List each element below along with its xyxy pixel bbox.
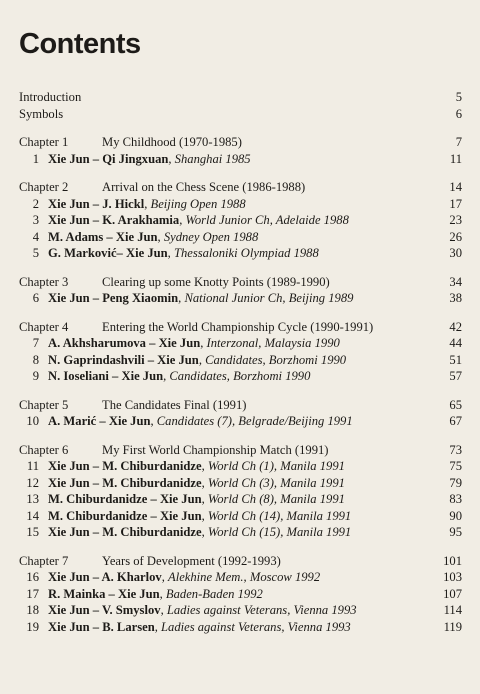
game-number: 8	[32, 352, 39, 367]
chapter-heading-text	[19, 553, 432, 570]
game-number: 9	[32, 369, 39, 383]
page-number: 114	[443, 603, 462, 617]
comma-separator: ,	[201, 459, 208, 473]
chapter-heading-text	[19, 319, 432, 336]
game-event: Interzonal, Malaysia 1990	[206, 336, 340, 350]
chapter-label: Chapter 4	[19, 319, 69, 334]
game-number: 12	[26, 475, 39, 490]
chapter-label: Chapter 1	[19, 135, 69, 149]
page-number: 51	[449, 352, 462, 367]
chapter-title: My First World Championship Match (1991)	[102, 442, 329, 457]
chapter-label: Chapter 3	[19, 274, 69, 289]
game-event: Baden-Baden 1992	[165, 586, 263, 601]
game-text	[48, 212, 432, 229]
section-gap	[19, 541, 462, 553]
game-entry[interactable]	[19, 475, 462, 492]
game-event: Candidates, Borzhomi 1990	[169, 369, 311, 383]
game-number: 17	[26, 586, 39, 601]
game-text	[48, 586, 432, 603]
game-number: 1	[32, 151, 39, 166]
page-number: 38	[449, 291, 462, 305]
comma-separator: ,	[198, 352, 206, 367]
page-number: 103	[443, 570, 462, 584]
game-players: Xie Jun – A. Kharlov	[48, 570, 162, 584]
game-players: N. Ioseliani – Xie Jun	[48, 369, 164, 383]
comma-separator: ,	[201, 525, 208, 539]
game-event: Alekhine Mem., Moscow 1992	[168, 570, 321, 584]
chapter-title: Clearing up some Knotty Points (1989-1990)	[102, 274, 330, 289]
table-of-contents	[19, 89, 462, 635]
comma-separator: ,	[163, 369, 170, 383]
game-text	[48, 196, 432, 213]
chapter-label: Chapter 2	[19, 180, 69, 194]
comma-separator: ,	[178, 291, 185, 305]
game-text	[48, 491, 432, 508]
chapter-heading-text	[19, 442, 432, 459]
comma-separator: ,	[161, 570, 169, 584]
page-number: 101	[443, 553, 462, 568]
comma-separator: ,	[201, 475, 208, 490]
game-number: 6	[32, 291, 39, 305]
game-text	[48, 602, 432, 619]
game-players: Xie Jun – K. Arakhamia	[48, 213, 180, 227]
page-number: 119	[443, 619, 462, 634]
page-number: 107	[443, 586, 462, 601]
game-entry[interactable]	[19, 196, 462, 213]
page-number: 7	[455, 135, 462, 149]
game-number: 11	[26, 459, 39, 473]
chapter-heading[interactable]	[19, 397, 462, 414]
game-players: M. Chiburdanidze – Xie Jun	[48, 492, 202, 506]
section-gap	[19, 430, 462, 442]
page-number: 30	[449, 246, 462, 260]
comma-separator: ,	[157, 229, 164, 244]
chapter-label: Chapter 7	[19, 553, 69, 568]
game-players: R. Mainka – Xie Jun	[48, 586, 160, 601]
game-event: Shanghai 1985	[174, 151, 251, 166]
game-entry[interactable]	[19, 290, 462, 307]
game-entry[interactable]	[19, 602, 462, 619]
chapter-label: Chapter 6	[19, 442, 69, 457]
game-players: M. Chiburdanidze – Xie Jun	[48, 508, 202, 523]
game-players: M. Adams – Xie Jun	[48, 229, 158, 244]
game-event: Candidates, Borzhomi 1990	[205, 352, 347, 367]
game-entry[interactable]	[19, 151, 462, 168]
section-gap	[19, 167, 462, 179]
page-number: 44	[449, 336, 462, 350]
game-event: World Junior Ch, Adelaide 1988	[185, 213, 349, 227]
chapter-label: Chapter 5	[19, 397, 69, 412]
game-event: Sydney Open 1988	[163, 229, 259, 244]
page-number: 83	[449, 492, 462, 506]
game-players: A. Marić – Xie Jun	[48, 414, 151, 428]
game-event: National Junior Ch, Beijing 1989	[184, 291, 354, 305]
page-number: 26	[449, 229, 462, 244]
page-number: 73	[449, 442, 462, 457]
comma-separator: ,	[200, 336, 207, 350]
comma-separator: ,	[159, 586, 166, 601]
game-text	[48, 524, 432, 541]
game-text	[48, 352, 432, 369]
game-entry[interactable]	[19, 491, 462, 508]
page-number: 23	[449, 213, 462, 227]
game-entry[interactable]	[19, 335, 462, 352]
chapter-heading-text	[19, 179, 432, 196]
game-text	[48, 151, 432, 168]
game-entry[interactable]	[19, 229, 462, 246]
chapter-heading[interactable]	[19, 553, 462, 570]
game-event: Ladies against Veterans, Vienna 1993	[161, 619, 351, 634]
comma-separator: ,	[179, 213, 186, 227]
page-number: 14	[449, 180, 462, 194]
page-number: 79	[449, 475, 462, 490]
game-entry[interactable]	[19, 508, 462, 525]
game-players: G. Marković– Xie Jun	[48, 246, 168, 260]
game-players: Xie Jun – B. Larsen	[48, 619, 155, 634]
game-event: Candidates (7), Belgrade/Beijing 1991	[156, 414, 353, 428]
game-players: Xie Jun – Peng Xiaomin	[48, 291, 179, 305]
game-event: Beijing Open 1988	[150, 196, 246, 211]
page-number: 5	[455, 90, 462, 104]
chapter-title: My Childhood (1970-1985)	[102, 135, 242, 149]
page-title: Contents	[19, 28, 141, 60]
chapter-heading[interactable]	[19, 274, 462, 291]
game-text	[48, 569, 432, 586]
game-text	[48, 290, 432, 307]
game-number: 13	[26, 492, 39, 506]
game-text	[48, 508, 432, 525]
game-event: World Ch (15), Manila 1991	[207, 525, 352, 539]
comma-separator: ,	[154, 619, 162, 634]
chapter-heading[interactable]	[19, 179, 462, 196]
section-gap	[19, 307, 462, 319]
page-number: 90	[449, 508, 462, 523]
game-entry[interactable]	[19, 368, 462, 385]
game-number: 15	[26, 525, 39, 539]
chapter-title: Entering the World Championship Cycle (1990-1991)	[102, 319, 374, 334]
game-number: 16	[26, 570, 39, 584]
section-gap	[19, 385, 462, 397]
game-event: World Ch (3), Manila 1991	[207, 475, 345, 490]
game-text	[48, 458, 432, 475]
game-entry[interactable]	[19, 569, 462, 586]
chapter-heading[interactable]	[19, 442, 462, 459]
comma-separator: ,	[167, 246, 174, 260]
game-entry[interactable]	[19, 458, 462, 475]
page-number: 75	[449, 459, 462, 473]
chapter-title: Years of Development (1992-1993)	[102, 553, 281, 568]
game-number: 3	[32, 213, 39, 227]
game-entry[interactable]	[19, 586, 462, 603]
game-number: 5	[32, 246, 39, 260]
entry-label: Introduction	[19, 90, 82, 104]
game-number: 18	[26, 603, 39, 617]
game-event: World Ch (14), Manila 1991	[207, 508, 352, 523]
game-number: 2	[32, 196, 39, 211]
page-number: 57	[449, 369, 462, 383]
page-number: 42	[449, 319, 462, 334]
toc-entry-symbols[interactable]	[19, 106, 462, 123]
game-text	[48, 368, 432, 385]
game-entry[interactable]	[19, 619, 462, 636]
game-entry[interactable]	[19, 245, 462, 262]
page-number: 34	[449, 274, 462, 289]
game-number: 4	[32, 229, 39, 244]
section-gap	[19, 262, 462, 274]
game-event: Thessaloniki Olympiad 1988	[173, 246, 319, 260]
game-number: 14	[26, 508, 39, 523]
game-players: Xie Jun – V. Smyslov	[48, 603, 161, 617]
game-players: A. Akhsharumova – Xie Jun	[48, 336, 201, 350]
comma-separator: ,	[160, 603, 167, 617]
game-event: World Ch (8), Manila 1991	[207, 492, 345, 506]
game-text	[48, 229, 432, 246]
chapter-title: The Candidates Final (1991)	[102, 397, 247, 412]
page-number: 67	[449, 414, 462, 428]
chapter-title: Arrival on the Chess Scene (1986-1988)	[102, 180, 306, 194]
chapter-heading-text	[19, 397, 432, 414]
game-players: Xie Jun – Qi Jingxuan	[48, 151, 169, 166]
page-number: 11	[449, 151, 462, 166]
game-entry[interactable]	[19, 524, 462, 541]
chapter-heading-text	[19, 274, 432, 291]
game-entry[interactable]	[19, 212, 462, 229]
page-number: 95	[449, 525, 462, 539]
game-entry[interactable]	[19, 352, 462, 369]
comma-separator: ,	[150, 414, 157, 428]
page-number: 6	[455, 106, 462, 121]
section-gap	[19, 122, 462, 134]
game-number: 19	[26, 619, 39, 634]
game-event: World Ch (1), Manila 1991	[207, 459, 345, 473]
comma-separator: ,	[201, 508, 208, 523]
chapter-heading[interactable]	[19, 134, 462, 151]
comma-separator: ,	[144, 196, 151, 211]
game-text	[48, 619, 432, 636]
game-entry[interactable]	[19, 413, 462, 430]
comma-separator: ,	[168, 151, 175, 166]
toc-entry-introduction[interactable]	[19, 89, 462, 106]
game-players: N. Gaprindashvili – Xie Jun	[48, 352, 199, 367]
chapter-heading-text	[19, 134, 432, 151]
page-number: 17	[449, 196, 462, 211]
chapter-heading[interactable]	[19, 319, 462, 336]
game-text	[48, 245, 432, 262]
game-players: Xie Jun – M. Chiburdanidze	[48, 475, 202, 490]
game-event: Ladies against Veterans, Vienna 1993	[166, 603, 357, 617]
game-text	[48, 413, 432, 430]
entry-label: Symbols	[19, 106, 64, 121]
game-players: Xie Jun – M. Chiburdanidze	[48, 459, 202, 473]
game-text	[48, 335, 432, 352]
game-number: 10	[26, 414, 39, 428]
page-number: 65	[449, 397, 462, 412]
game-number: 7	[32, 336, 39, 350]
game-players: Xie Jun – M. Chiburdanidze	[48, 525, 202, 539]
game-text	[48, 475, 432, 492]
game-players: Xie Jun – J. Hickl	[48, 196, 145, 211]
comma-separator: ,	[201, 492, 208, 506]
